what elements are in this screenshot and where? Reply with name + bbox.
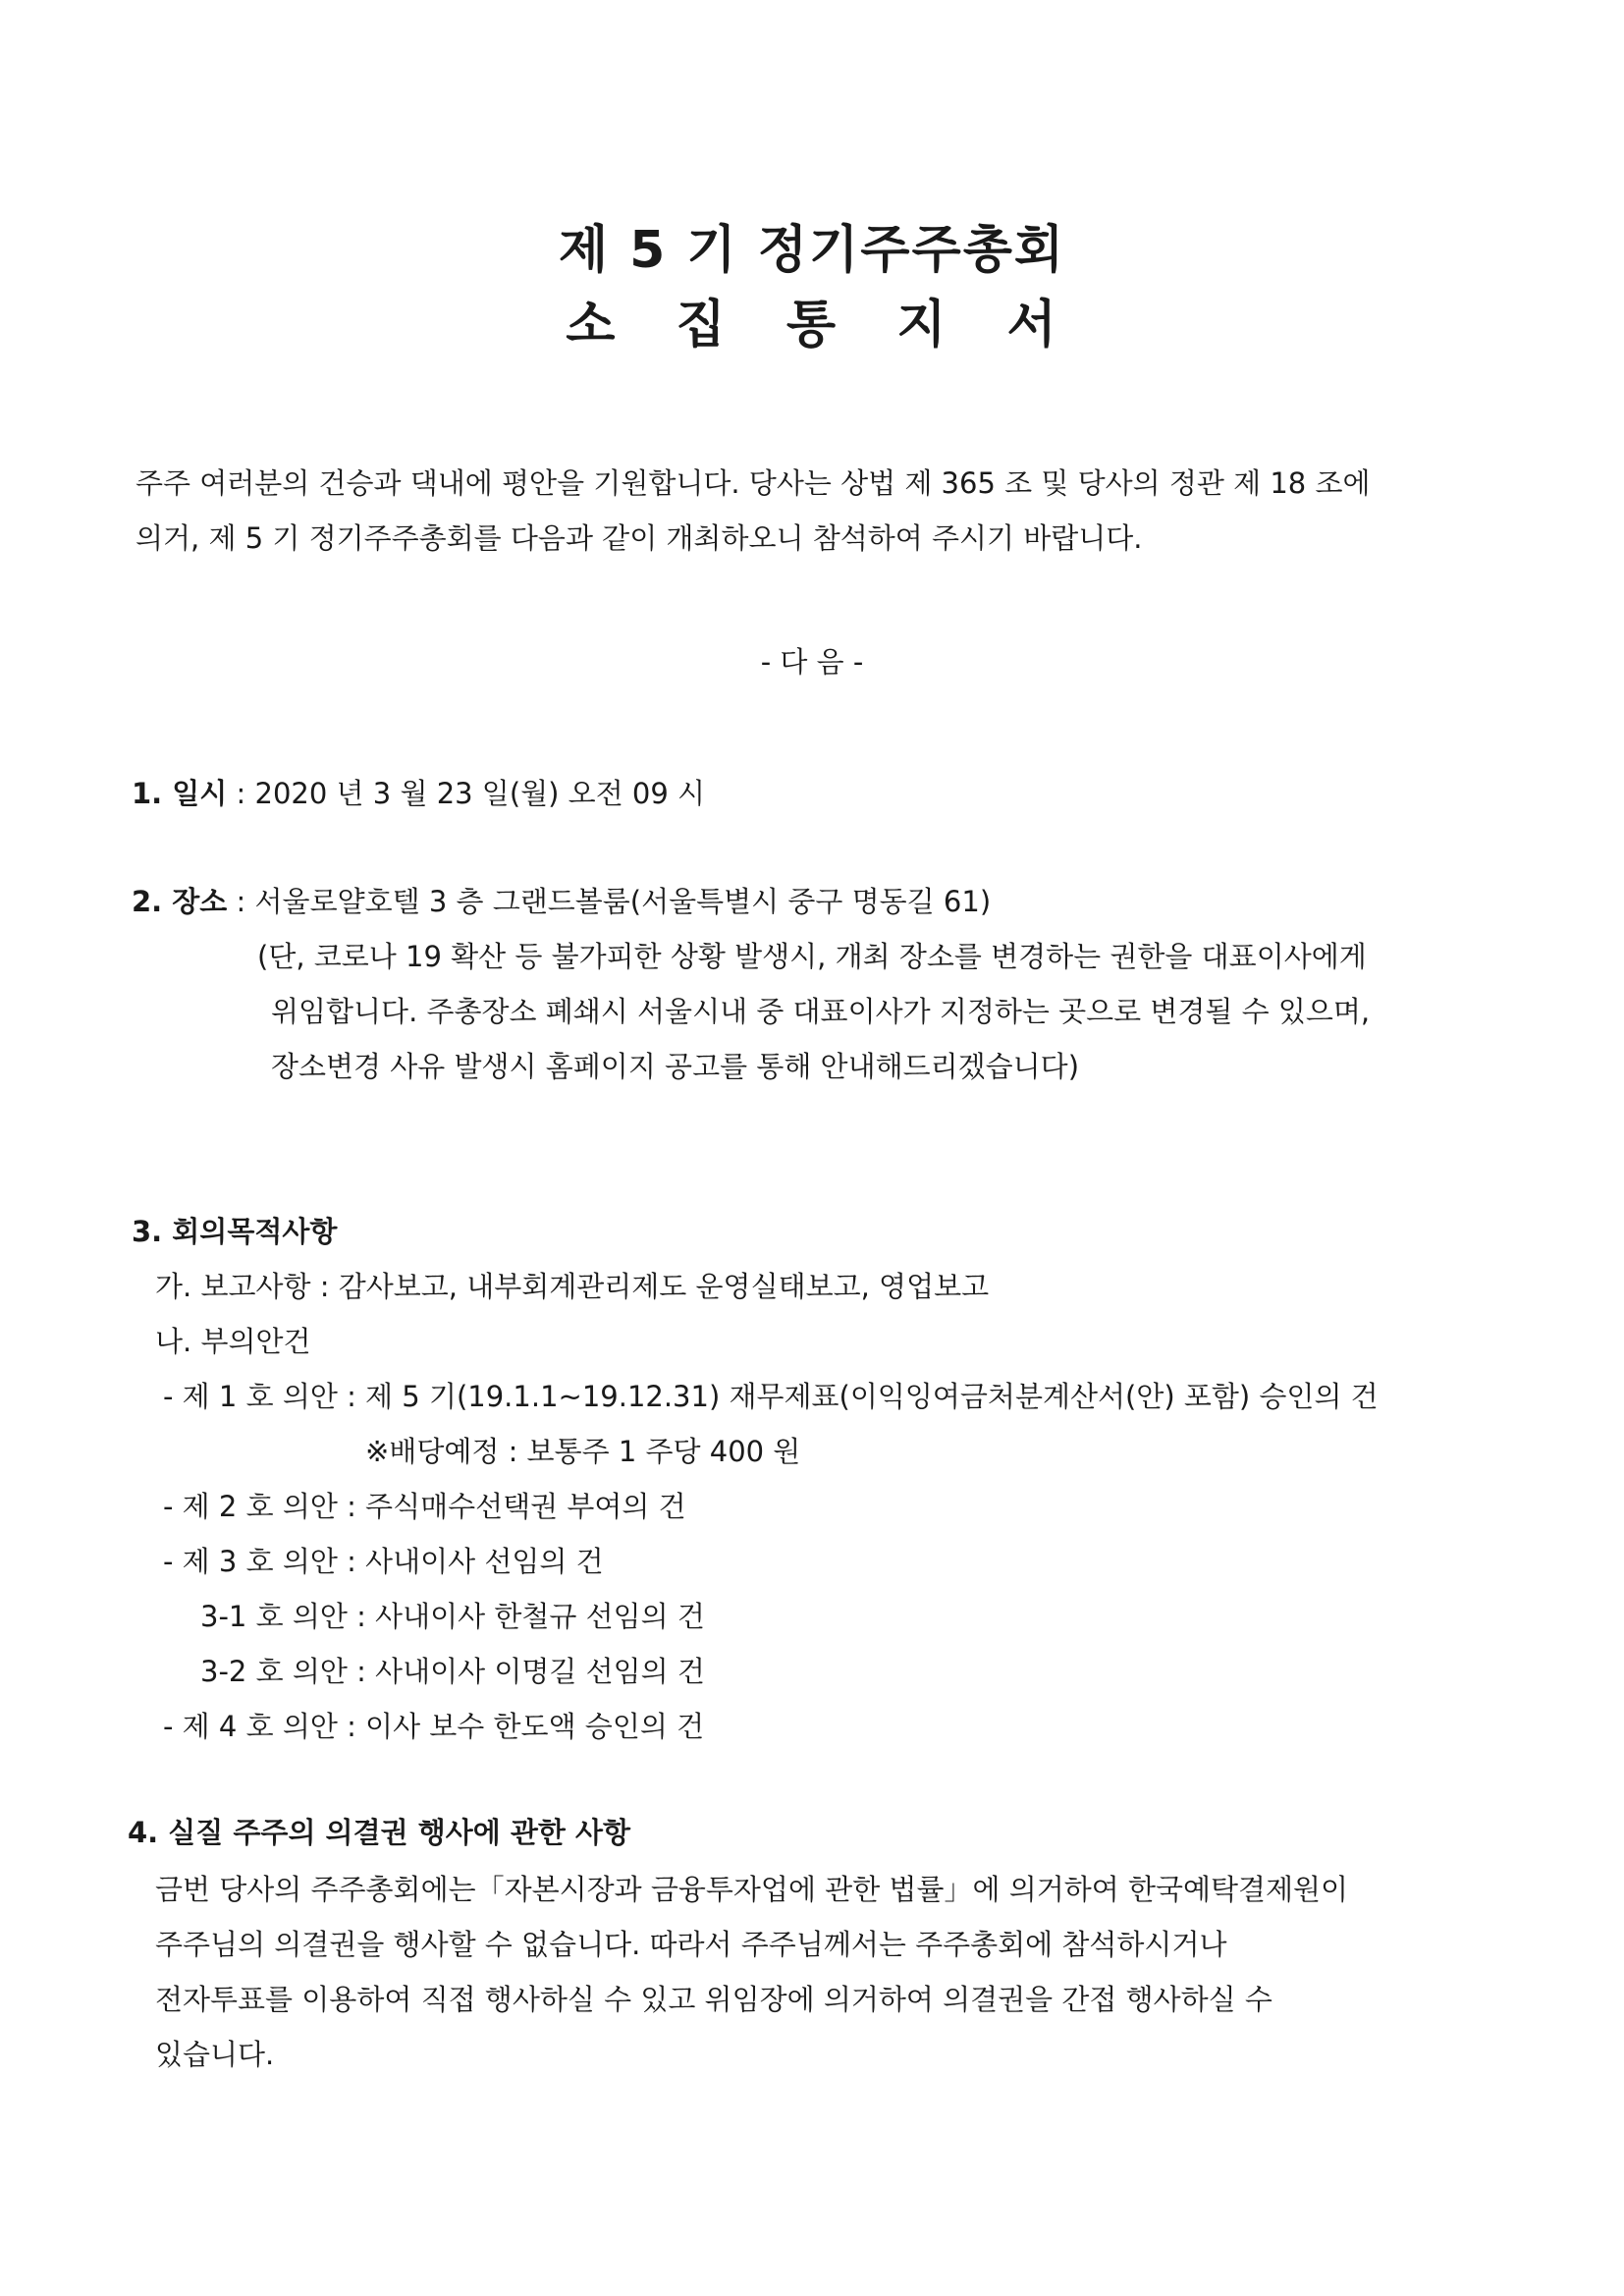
section-venue-label: 2. 장소 [132, 885, 228, 918]
section-date-value: : 2020 년 3 월 23 일(월) 오전 09 시 [236, 777, 706, 810]
document-title: 제 5 기 정기주주총회 [558, 221, 1066, 280]
section-voting-heading: 4. 실질 주주의 의결권 행사에 관한 사항 [128, 1816, 630, 1849]
voting-line-1: 금번 당사의 주주총회에는「자본시장과 금융투자업에 관한 법률」에 의거하여 한국예탁결제원이 [155, 1873, 1349, 1906]
agenda-item-1: - 제 1 호 의안 : 제 5 기(19.1.1~19.12.31) 재무제표(이익잉여금처분계산서(안) 포함) 승인의 건 [163, 1380, 1379, 1413]
section-date [132, 772, 705, 812]
intro-line-1: 주주 여러분의 건승과 댁내에 평안을 기원합니다. 당사는 상법 제 365 조 및 당사의 정관 제 18 조에 [135, 466, 1371, 500]
report-items: 가. 보고사항 : 감사보고, 내부회계관리제도 운영실태보고, 영업보고 [155, 1270, 990, 1303]
voting-line-2: 주주님의 의결권을 행사할 수 없습니다. 따라서 주주님께서는 주주총회에 참석하시거나 [155, 1928, 1227, 1961]
venue-note-3: 장소변경 사유 발생시 홈페이지 공고를 통해 안내해드리겠습니다) [271, 1050, 1080, 1083]
section-date-label: 1. 일시 [132, 777, 228, 810]
document-subtitle: 소 집 통 지 서 [566, 296, 1058, 355]
voting-line-4: 있습니다. [155, 2038, 275, 2071]
separator: - 다 음 - [760, 645, 864, 679]
agenda-title: 나. 부의안건 [155, 1325, 311, 1358]
agenda-item-4: - 제 4 호 의안 : 이사 보수 한도액 승인의 건 [163, 1710, 705, 1743]
section-venue-value: : 서울로얄호텔 3 층 그랜드볼룸(서울특별시 중구 명동길 61) [236, 885, 992, 918]
venue-note-1: (단, 코로나 19 확산 등 불가피한 상황 발생시, 개최 장소를 변경하는 권한을 대표이사에게 [257, 940, 1367, 973]
voting-line-3: 전자투표를 이용하여 직접 행사하실 수 있고 위임장에 의거하여 의결권을 간접 행사하실 수 [155, 1983, 1272, 2016]
section-agenda-heading: 3. 회의목적사항 [132, 1215, 338, 1248]
agenda-item-3: - 제 3 호 의안 : 사내이사 선임의 건 [163, 1545, 604, 1578]
agenda-item-2: - 제 2 호 의안 : 주식매수선택권 부여의 건 [163, 1490, 686, 1523]
agenda-item-3-2: 3-2 호 의안 : 사내이사 이명길 선임의 건 [200, 1655, 705, 1688]
section-venue [132, 880, 991, 920]
venue-note-2: 위임합니다. 주총장소 폐쇄시 서울시내 중 대표이사가 지정하는 곳으로 변경될 수 있으며, [271, 995, 1371, 1028]
intro-line-2: 의거, 제 5 기 정기주주총회를 다음과 같이 개최하오니 참석하여 주시기 바랍니다. [135, 521, 1143, 555]
agenda-item-3-1: 3-1 호 의안 : 사내이사 한철규 선임의 건 [200, 1600, 705, 1633]
agenda-item-1-note: ※배당예정 : 보통주 1 주당 400 원 [365, 1435, 801, 1468]
